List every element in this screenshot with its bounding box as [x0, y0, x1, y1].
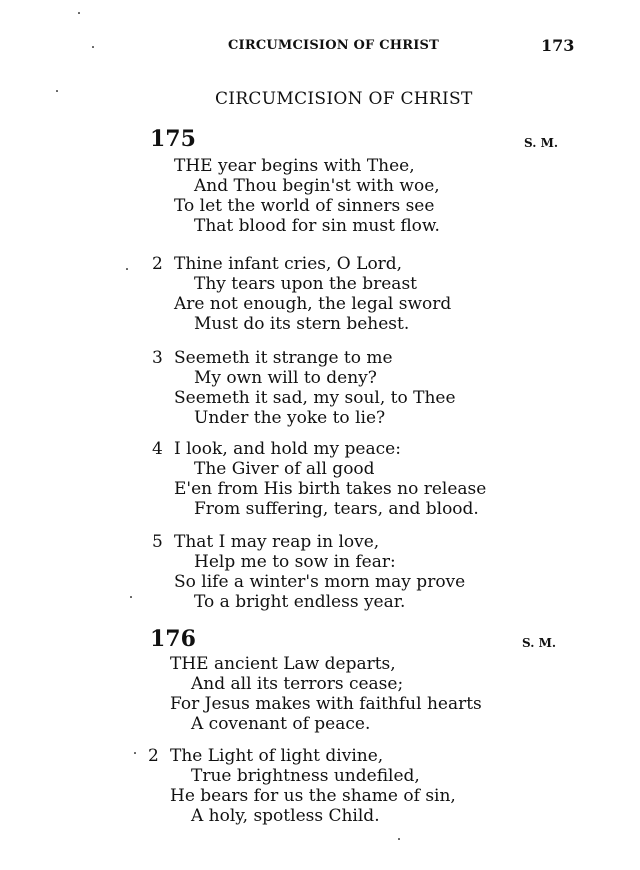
hymn-line: The Light of light divine,: [170, 746, 384, 766]
page-number: 173: [541, 36, 575, 55]
hymn-line: Are not enough, the legal sword: [174, 294, 452, 314]
hymn-line: A covenant of peace.: [191, 714, 371, 734]
hymn-line: To let the world of sinners see: [174, 196, 435, 216]
hymn-line: That blood for sin must flow.: [194, 216, 440, 236]
hymn-line: From suffering, tears, and blood.: [194, 499, 479, 519]
scan-speck: [56, 90, 58, 92]
section-heading: CIRCUMCISION OF CHRIST: [215, 89, 473, 109]
hymn-line: THE ancient Law departs,: [170, 654, 396, 674]
hymn-line: To a bright endless year.: [194, 592, 406, 612]
hymn-line: I look, and hold my peace:: [174, 439, 401, 459]
hymn-line: He bears for us the shame of sin,: [170, 786, 456, 806]
stanza-number: 5: [152, 532, 163, 552]
stanza-number: 4: [152, 439, 163, 459]
scan-speck: [134, 752, 136, 754]
running-title: CIRCUMCISION OF CHRIST: [228, 38, 439, 53]
hymn-line: Under the yoke to lie?: [194, 408, 386, 428]
hymn-line: Thy tears upon the breast: [194, 274, 418, 294]
hymn-line: And all its terrors cease;: [191, 674, 404, 694]
hymn-line: Must do its stern behest.: [194, 314, 410, 334]
stanza-number: 2: [148, 746, 159, 766]
hymn-line: And Thou begin'st with woe,: [194, 176, 440, 196]
hymn-meter: S. M.: [522, 636, 557, 650]
scan-speck: [130, 596, 132, 598]
scan-speck: [92, 46, 94, 48]
hymn-number: 176: [150, 626, 196, 652]
scan-speck: [398, 838, 400, 840]
scan-speck: [78, 12, 80, 14]
hymn-line: THE year begins with Thee,: [174, 156, 415, 176]
scan-speck: [126, 268, 128, 270]
hymn-number: 175: [150, 126, 196, 152]
hymn-line: My own will to deny?: [194, 368, 377, 388]
hymn-line: True brightness undefiled,: [191, 766, 420, 786]
hymn-line: A holy, spotless Child.: [191, 806, 380, 826]
hymn-line: For Jesus makes with faithful hearts: [170, 694, 482, 714]
hymn-line: The Giver of all good: [194, 459, 375, 479]
hymn-line: Thine infant cries, O Lord,: [174, 254, 403, 274]
stanza-number: 3: [152, 348, 163, 368]
hymn-line: E'en from His birth takes no release: [174, 479, 487, 499]
hymn-line: So life a winter's morn may prove: [174, 572, 466, 592]
hymn-meter: S. M.: [524, 136, 559, 150]
hymn-line: Help me to sow in fear:: [194, 552, 396, 572]
hymn-line: That I may reap in love,: [174, 532, 380, 552]
stanza-number: 2: [152, 254, 163, 274]
hymn-line: Seemeth it sad, my soul, to Thee: [174, 388, 456, 408]
hymn-line: Seemeth it strange to me: [174, 348, 393, 368]
